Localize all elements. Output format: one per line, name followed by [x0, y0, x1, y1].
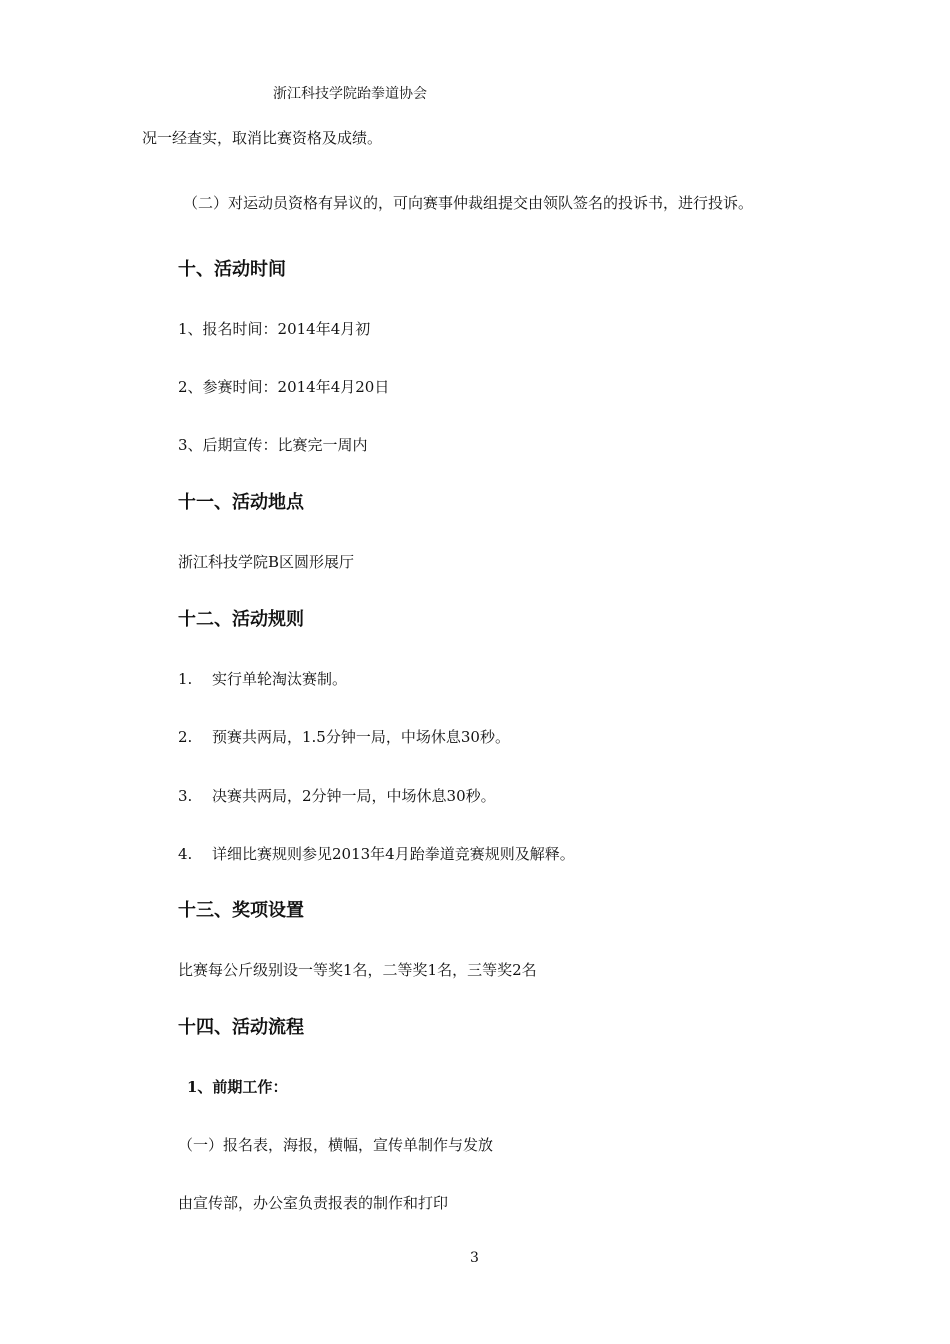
- section-14-title: 十四、活动流程: [178, 1017, 304, 1038]
- rule-text: 决赛共两局，2分钟一局，中场休息30秒。: [212, 787, 496, 805]
- section-12-title: 十二、活动规则: [178, 609, 304, 630]
- rule-item-1: [178, 669, 347, 689]
- rule-text: 实行单轮淘汰赛制。: [212, 670, 348, 688]
- section-13-text: 比赛每公斤级别设一等奖1名，二等奖1名，三等奖2名: [178, 961, 537, 979]
- section-10-title: 十、活动时间: [178, 259, 286, 280]
- section-14-subtitle: 1、前期工作：: [187, 1078, 288, 1096]
- section-10-item-1: 1、报名时间：2014年4月初: [178, 320, 371, 338]
- section-14-item-1-desc: 由宣传部，办公室负责报表的制作和打印: [178, 1194, 449, 1212]
- section-10-item-3: 3、后期宣传：比赛完一周内: [178, 436, 368, 454]
- section-10-item-2: 2、参赛时间：2014年4月20日: [178, 378, 390, 396]
- rule-text: 预赛共两局，1.5分钟一局，中场休息30秒。: [212, 728, 510, 746]
- page-number: 3: [470, 1250, 479, 1266]
- section-14-item-1: （一）报名表，海报，横幅，宣传单制作与发放: [178, 1136, 494, 1154]
- rule-number: 3.: [178, 787, 193, 805]
- section-11-title: 十一、活动地点: [178, 492, 304, 513]
- rule-number: 4.: [178, 845, 193, 863]
- rule-number: 2.: [178, 728, 193, 746]
- rule-text: 详细比赛规则参见2013年4月跆拳道竞赛规则及解释。: [212, 845, 575, 863]
- rule-item-2: [178, 727, 510, 747]
- rule-number: 1.: [178, 670, 193, 688]
- rule-item-4: [178, 844, 575, 864]
- intro-line-2: （二）对运动员资格有异议的，可向赛事仲裁组提交由领队签名的投诉书，进行投诉。: [183, 194, 754, 212]
- intro-line-1: 况一经查实，取消比赛资格及成绩。: [142, 129, 383, 147]
- rule-item-3: [178, 786, 496, 806]
- section-13-title: 十三、奖项设置: [178, 900, 304, 921]
- page-header: 浙江科技学院跆拳道协会: [273, 86, 427, 102]
- section-11-text: 浙江科技学院B区圆形展厅: [178, 553, 355, 571]
